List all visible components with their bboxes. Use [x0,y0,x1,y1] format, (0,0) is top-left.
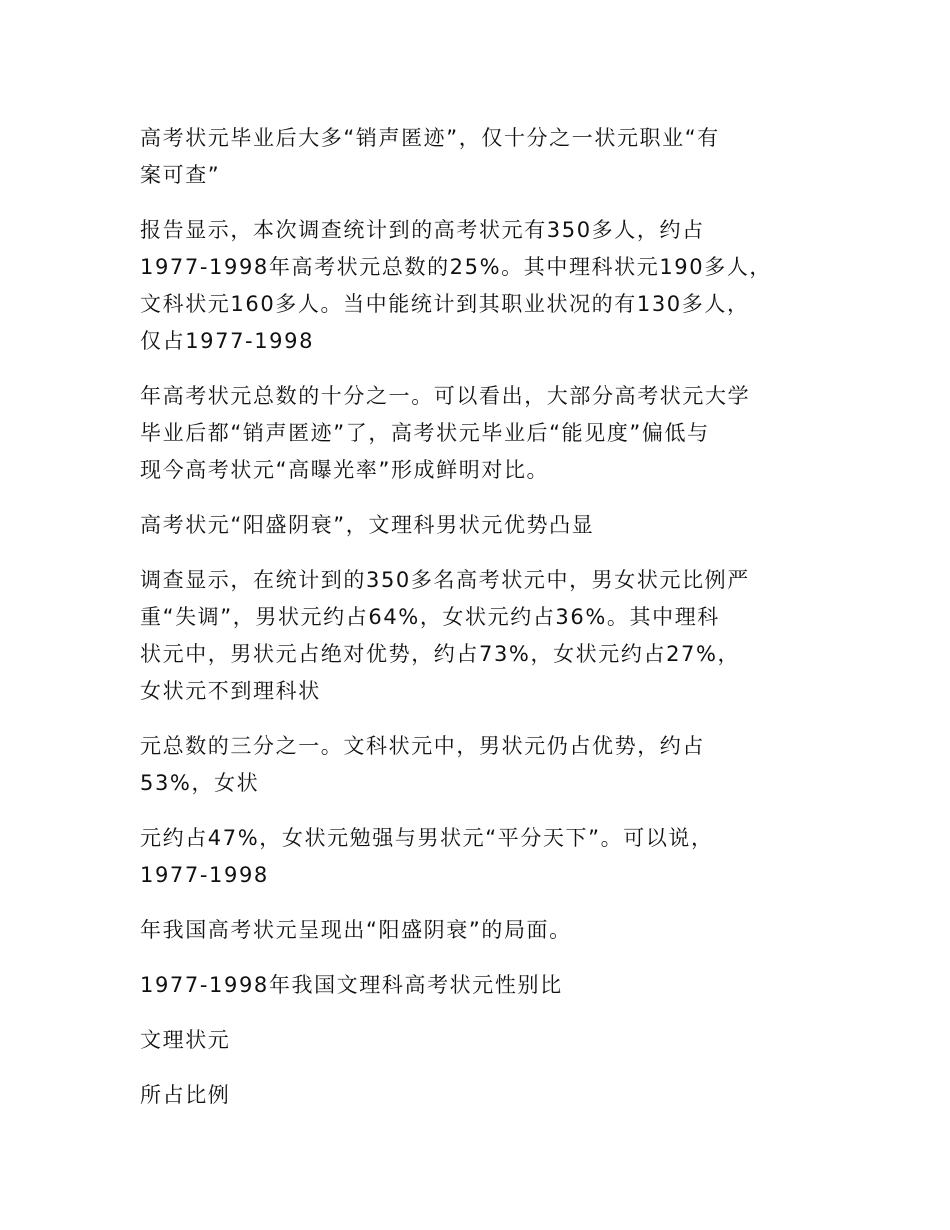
paragraph-heading-1: 高考状元毕业后大多“销声匿迹”，仅十分之一状元职业“有 案可查” [140,126,720,187]
paragraph-heading-2: 高考状元“阳盛阴衰”，文理科男状元优势凸显 [140,513,595,537]
paragraph-report-stats: 报告显示，本次调查统计到的高考状元有350多人，约占 1977-1998年高考状元总数的25%。其中理科状元190多人， 文科状元160多人。当中能统计到其职业状况的有130多人， 仅占1977-1998 [140,218,773,353]
paragraph-split: 元约占47%，女状元勉强与男状元“平分天下”。可以说， 1977-1998 [140,826,714,887]
paragraph-visibility: 年高考状元总数的十分之一。可以看出，大部分高考状元大学 毕业后都“销声匿迹”了，高考状元毕业后“能见度”偏低与 现今高考状元“高曝光率”形成鲜明对比。 [140,384,751,482]
table-caption: 1977-1998年我国文理科高考状元性别比 [140,973,563,997]
paragraph-gender-ratio: 调查显示，在统计到的350多名高考状元中，男女状元比例严 重“失调”，男状元约占64%，女状元约占36%。其中理科 状元中，男状元占绝对优势，约占73%，女状元约占27%， 女状元不到理科状 [140,568,750,703]
paragraph-conclusion: 年我国高考状元呈现出“阳盛阴衰”的局面。 [140,918,572,942]
table-header-category: 文理状元 [140,1028,231,1052]
table-header-ratio: 所占比例 [140,1083,231,1107]
paragraph-liberal-arts: 元总数的三分之一。文科状元中，男状元仍占优势，约占 53%，女状 [140,734,705,795]
